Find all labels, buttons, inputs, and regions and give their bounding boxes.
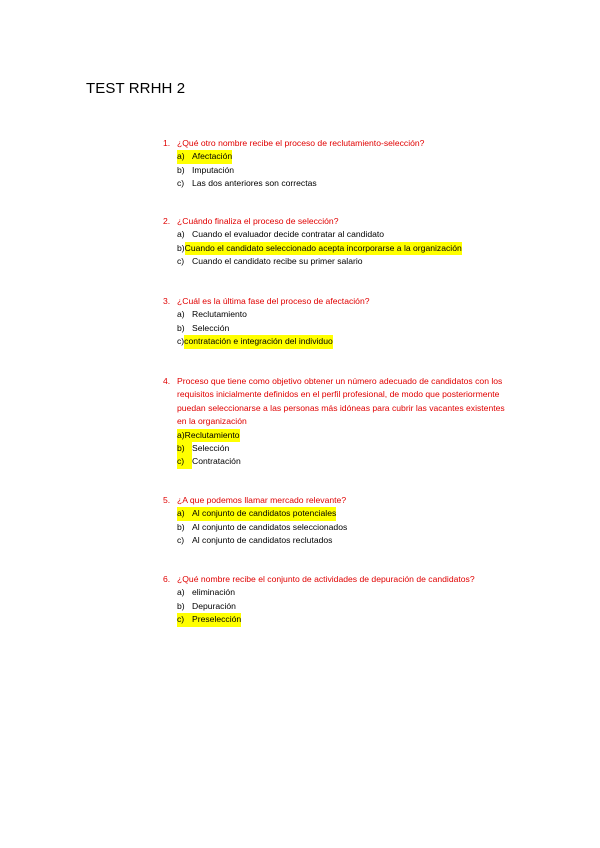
option-letter: c) <box>177 336 185 347</box>
answer-highlight <box>177 150 232 163</box>
option-text: Reclutamiento <box>192 309 247 320</box>
question-number: 3. <box>163 296 171 306</box>
option-letter: a) <box>177 229 185 240</box>
option-letter: a) <box>177 508 185 519</box>
option-b <box>163 521 513 534</box>
option-letter: a) <box>177 587 185 598</box>
option-text: Contratación <box>192 456 241 467</box>
option-letter: b) <box>177 242 185 253</box>
option-letter: b) <box>177 442 192 455</box>
question-stem <box>163 137 513 150</box>
option-text: Cuando el candidato seleccionado acepta incorporarse a la organización <box>185 242 462 255</box>
option-letter: a) <box>177 429 185 440</box>
option-a <box>163 429 513 442</box>
option-c <box>163 455 513 468</box>
option-c <box>163 255 513 268</box>
option-text: Selección <box>192 322 230 333</box>
option-b <box>163 164 513 177</box>
question-number: 4. <box>163 376 171 386</box>
question-stem <box>163 375 513 429</box>
option-b <box>163 242 513 255</box>
option-letter: a) <box>177 151 185 162</box>
option-letter: b) <box>177 322 185 333</box>
option-letter: c) <box>177 455 192 468</box>
option-letter: c) <box>177 535 185 546</box>
question-stem <box>163 295 513 308</box>
option-letter: c) <box>177 256 185 267</box>
option-a <box>163 507 513 520</box>
question-number: 5. <box>163 495 171 505</box>
option-letter: b) <box>177 521 185 532</box>
option-c <box>163 613 513 626</box>
question-text: Proceso que tiene como objetivo obtener un número adecuado de candidatos con los requisitos inicialmente definidos en el perfil profesional, de modo que posteriormente puedan seleccionarse a las personas más idóneas para cubrir las vacantes existentes en la organización <box>177 376 505 427</box>
question-number: 1. <box>163 138 171 148</box>
question-4 <box>163 375 513 469</box>
option-text: Reclutamiento <box>184 429 240 440</box>
option-text: Selección <box>192 443 230 454</box>
question-number: 2. <box>163 216 171 226</box>
option-a <box>163 228 513 241</box>
option-text: Cuando el evaluador decide contratar al candidato <box>192 229 385 240</box>
option-letter: c) <box>177 178 185 189</box>
option-text: Al conjunto de candidatos potenciales <box>192 508 337 519</box>
option-b <box>163 322 513 335</box>
option-text: Depuración <box>192 600 236 611</box>
question-text: ¿Qué otro nombre recibe el proceso de reclutamiento-selección? <box>177 138 425 148</box>
question-stem <box>163 494 513 507</box>
option-a <box>163 308 513 321</box>
option-text: contratación e integración del individuo <box>184 335 333 348</box>
option-c <box>163 335 513 348</box>
option-a <box>163 586 513 599</box>
question-3 <box>163 295 513 349</box>
option-b <box>163 442 513 455</box>
option-letter: c) <box>177 614 185 625</box>
question-1 <box>163 137 513 191</box>
option-letter: b) <box>177 600 185 611</box>
question-stem <box>163 215 513 228</box>
option-text: Cuando el candidato recibe su primer salario <box>192 256 363 267</box>
question-text: ¿Qué nombre recibe el conjunto de actividades de depuración de candidatos? <box>177 574 475 584</box>
option-text: Imputación <box>192 164 235 175</box>
option-text: Las dos anteriores son correctas <box>192 178 317 189</box>
option-text: Al conjunto de candidatos reclutados <box>192 535 333 546</box>
answer-highlight <box>177 507 336 520</box>
answer-highlight <box>177 429 240 442</box>
option-text: Preselección <box>192 614 242 625</box>
question-number: 6. <box>163 574 171 584</box>
option-a <box>163 150 513 163</box>
option-text: Afectación <box>192 151 233 162</box>
option-letter: a) <box>177 309 185 320</box>
question-text: ¿Cuándo finaliza el proceso de selección? <box>177 216 339 226</box>
option-c <box>163 177 513 190</box>
question-2 <box>163 215 513 269</box>
question-text: ¿Cuál es la última fase del proceso de afectación? <box>177 296 370 306</box>
option-text: Al conjunto de candidatos seleccionados <box>192 521 348 532</box>
question-text: ¿A que podemos llamar mercado relevante? <box>177 495 347 505</box>
document-title: TEST RRHH 2 <box>86 80 186 97</box>
question-6 <box>163 573 513 627</box>
option-text: eliminación <box>192 587 235 598</box>
option-c <box>163 534 513 547</box>
option-letter: b) <box>177 164 185 175</box>
option-b <box>163 600 513 613</box>
question-5 <box>163 494 513 548</box>
answer-highlight <box>177 613 241 626</box>
question-stem <box>163 573 513 586</box>
